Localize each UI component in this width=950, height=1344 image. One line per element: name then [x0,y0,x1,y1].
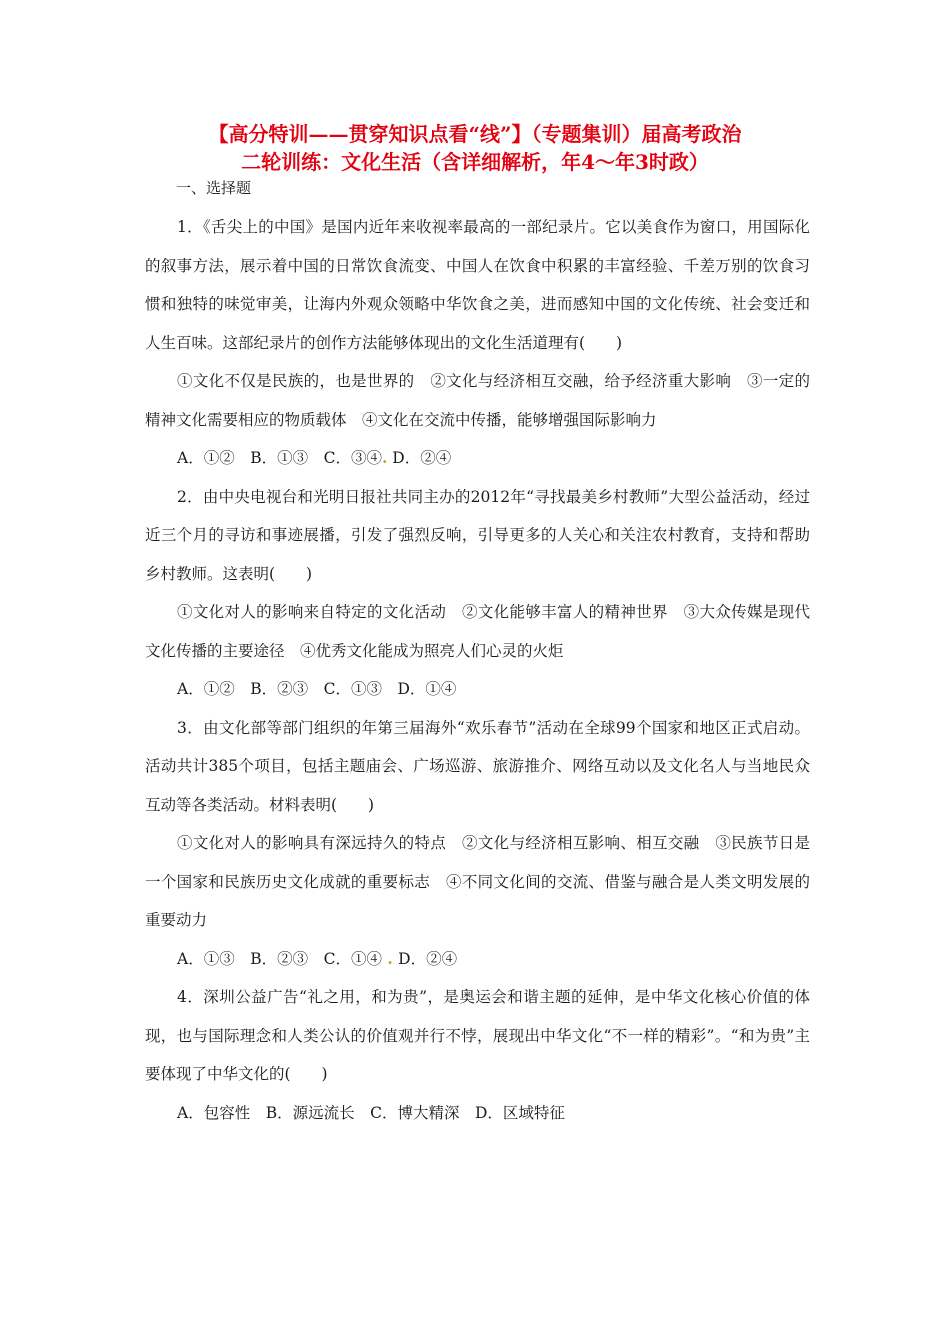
question-3-items: ①文化对人的影响具有深远持久的特点 ②文化与经济相互影响、相互交融 ③民族节日是一个国家和民族历史文化成就的重要标志 ④不同文化间的交流、借鉴与融合是人类文明发展的重要动力 [145,834,810,929]
question-1-items: ①文化不仅是民族的，也是世界的 ②文化与经济相互交融，给予经济重大影响 ③一定的精神文化需要相应的物质载体 ④文化在交流中传播，能够增强国际影响力 [145,372,810,429]
question-2-items: ①文化对人的影响来自特定的文化活动 ②文化能够丰富人的精神世界 ③大众传媒是现代文化传播的主要途径 ④优秀文化能成为照亮人们心灵的火炬 [145,603,810,660]
question-4-stem: 4．深圳公益广告“礼之用，和为贵”，是奥运会和谐主题的延伸，是中华文化核心价值的体现，也与国际理念和人类公认的价值观并行不悖，展现出中华文化“不一样的精彩”。“和为贵”主要体现了中华文化的( ) [145,988,810,1083]
question-2-options: A．①② B．②③ C．①③ D．①④ [177,680,457,698]
question-3-options [145,940,810,979]
section-heading: 一、选择题 [176,179,252,197]
stray-dot-mark: . [381,948,399,968]
question-1-options-a: A．①② B．①③ C．③④ [177,449,382,467]
question-1-stem: 1．《舌尖上的中国》是国内近年来收视率最高的一部纪录片。它以美食作为窗口，用国际化的叙事方法，展示着中国的日常饮食流变、中国人在饮食中积累的丰富经验、千差万别的饮食习惯和独特的味觉审美，让海内外观众领略中华饮食之美，进而感知中国的文化传统、社会变迁和人生百味。这部纪录片的创作方法能够体现出的文化生活道理有( ) [145,218,810,352]
question-3-stem: 3．由文化部等部门组织的年第三届海外“欢乐春节”活动在全球99个国家和地区正式启动。活动共计385个项目，包括主题庙会、广场巡游、旅游推介、网络互动以及文化名人与当地民众互动等各类活动。材料表明( ) [145,718,810,814]
title-line-1: 【高分特训——贯穿知识点看“线”】（专题集训）届高考政治 [208,122,742,146]
question-1-options-b: D．②④ [392,449,452,467]
question-3-options-b: D．②④ [398,949,458,968]
question-1-options [145,439,810,478]
title-line-2: 二轮训练：文化生活（含详细解析，年4～年3时政） [241,150,709,174]
question-4-options: A．包容性 B．源远流长 C．博大精深 D．区域特征 [177,1103,565,1122]
question-2-stem: 2．由中央电视台和光明日报社共同主办的2012年“寻找最美乡村教师”大型公益活动，经过近三个月的寻访和事迹展播，引发了强烈反响，引导更多的人关心和关注农村教育，支持和帮助乡村教师。这表明( ) [145,487,810,583]
question-3-options-a: A．①③ B．②③ C．①④ [177,949,382,968]
question-list [145,208,810,1132]
document-title [130,120,820,176]
stray-dot-mark: . [381,448,388,467]
